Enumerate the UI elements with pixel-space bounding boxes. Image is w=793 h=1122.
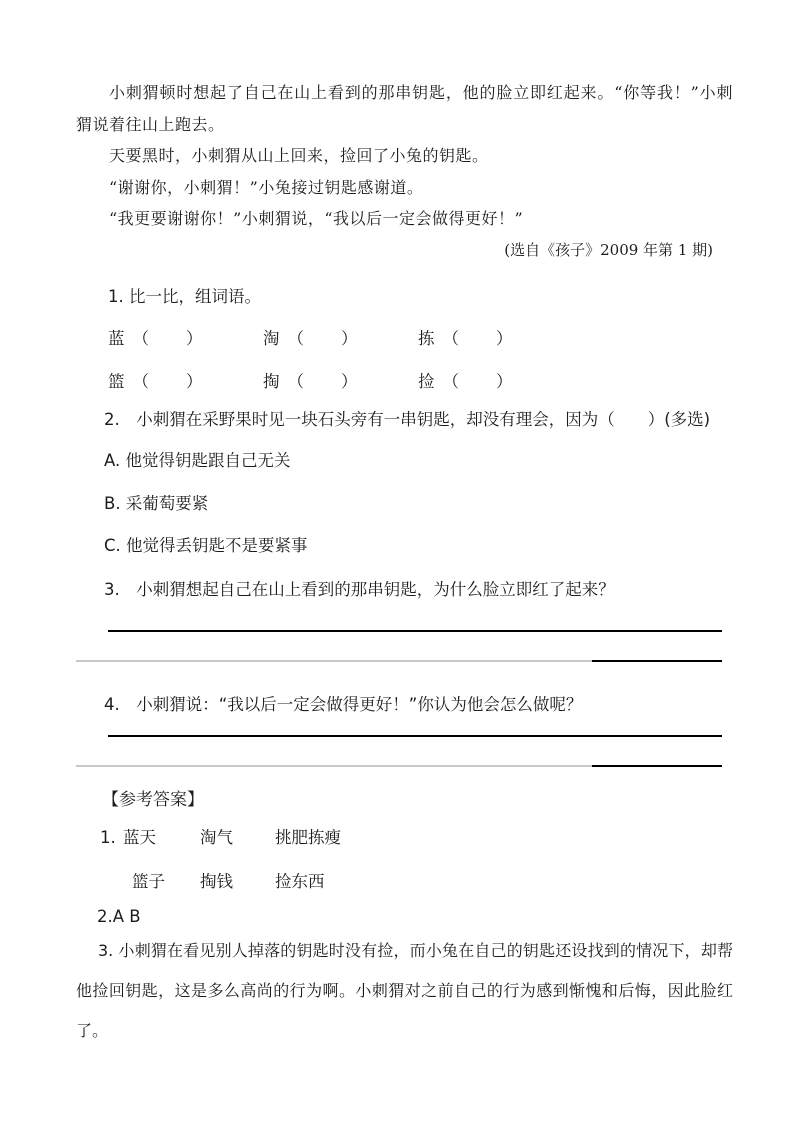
answer-1-row — [76, 827, 733, 849]
answer-word: 挑肥拣瘦 — [275, 828, 341, 847]
answer-word: 淘气 — [200, 828, 233, 847]
paren-open: （ — [132, 329, 149, 348]
answer-blank-line — [76, 765, 722, 767]
paren-open: （ — [442, 329, 459, 348]
answer-blank-line — [108, 735, 722, 737]
question-3-title: 3. 小刺猬想起自己在山上看到的那串钥匙，为什么脸立即红了起来？ — [104, 580, 615, 599]
question-1-title: 1. 比一比，组词语。 — [108, 287, 261, 306]
answer-word: 篮子 — [132, 872, 165, 891]
word-blank-cell — [263, 328, 418, 350]
word-char: 篮 — [108, 372, 125, 391]
answer-line-black-segment — [592, 765, 722, 767]
answer-word: 掏钱 — [200, 872, 233, 891]
question-2-title: 2. 小刺猬在采野果时见一块石头旁有一串钥匙，却没有理会，因为（ ）(多选) — [104, 410, 711, 429]
paren-close: ） — [341, 372, 358, 391]
answer-number: 1. — [100, 828, 116, 847]
word-blank-cell — [108, 371, 263, 393]
word-char: 掏 — [263, 372, 280, 391]
word-blank-cell — [263, 371, 418, 393]
paren-open: （ — [442, 372, 459, 391]
word-char: 蓝 — [108, 329, 125, 348]
answer-blank-line — [108, 630, 722, 632]
paren-close: ） — [496, 329, 513, 348]
story-paragraph: 天要黑时，小刺猬从山上回来，捡回了小兔的钥匙。 — [109, 146, 489, 165]
question-4-title: 4. 小刺猬说：“我以后一定会做得更好！”你认为他会怎么做呢？ — [104, 695, 583, 714]
paren-open: （ — [132, 372, 149, 391]
story-paragraph: “我更要谢谢你！”小刺猬说，“我以后一定会做得更好！” — [109, 209, 524, 228]
paren-close: ） — [341, 329, 358, 348]
word-char: 拣 — [418, 329, 435, 348]
answer-3-paragraph: 3. 小刺猬在看见别人掉落的钥匙时没有捡，而小兔在自己的钥匙还设找到的情况下，却帮他捡回钥匙，这是多么高尚的行为啊。小刺猬对之前自己的行为感到惭愧和后悔，因此脸红了。 — [76, 941, 733, 1040]
story-section — [76, 77, 733, 235]
answer-1-row — [76, 871, 733, 893]
answer-word: 蓝天 — [123, 828, 156, 847]
word-blank-cell — [418, 371, 513, 393]
word-fill-row — [76, 328, 733, 350]
question-2-option-b: B. 采葡萄要紧 — [104, 494, 209, 513]
word-blank-cell — [108, 328, 263, 350]
story-paragraph: “谢谢你，小刺猬！”小兔接过钥匙感谢道。 — [109, 177, 424, 197]
word-fill-row — [76, 371, 733, 393]
question-2-option-a: A. 他觉得钥匙跟自己无关 — [104, 451, 291, 470]
answer-line-gray-segment — [76, 660, 592, 662]
answer-word: 捡东西 — [275, 872, 325, 891]
paren-close: ） — [186, 372, 203, 391]
source-attribution: (选自《孩子》2009 年第 1 期) — [504, 240, 713, 259]
paren-open: （ — [287, 329, 304, 348]
word-char: 淘 — [263, 329, 280, 348]
word-blank-cell — [418, 328, 513, 350]
reference-answers-heading: 【参考答案】 — [102, 790, 204, 810]
paren-close: ） — [186, 329, 203, 348]
question-2-option-c: C. 他觉得丢钥匙不是要紧事 — [104, 536, 308, 555]
answer-line-gray-segment — [76, 765, 592, 767]
word-char: 捡 — [418, 372, 435, 391]
answer-line-black-segment — [592, 660, 722, 662]
story-paragraph: 小刺猬顿时想起了自己在山上看到的那串钥匙，他的脸立即红起来。“你等我！”小刺猬说着往山上跑去。 — [76, 83, 733, 134]
paren-close: ） — [496, 372, 513, 391]
answer-2-text: 2.A B — [97, 907, 141, 926]
answer-blank-line — [76, 660, 722, 662]
paren-open: （ — [287, 372, 304, 391]
